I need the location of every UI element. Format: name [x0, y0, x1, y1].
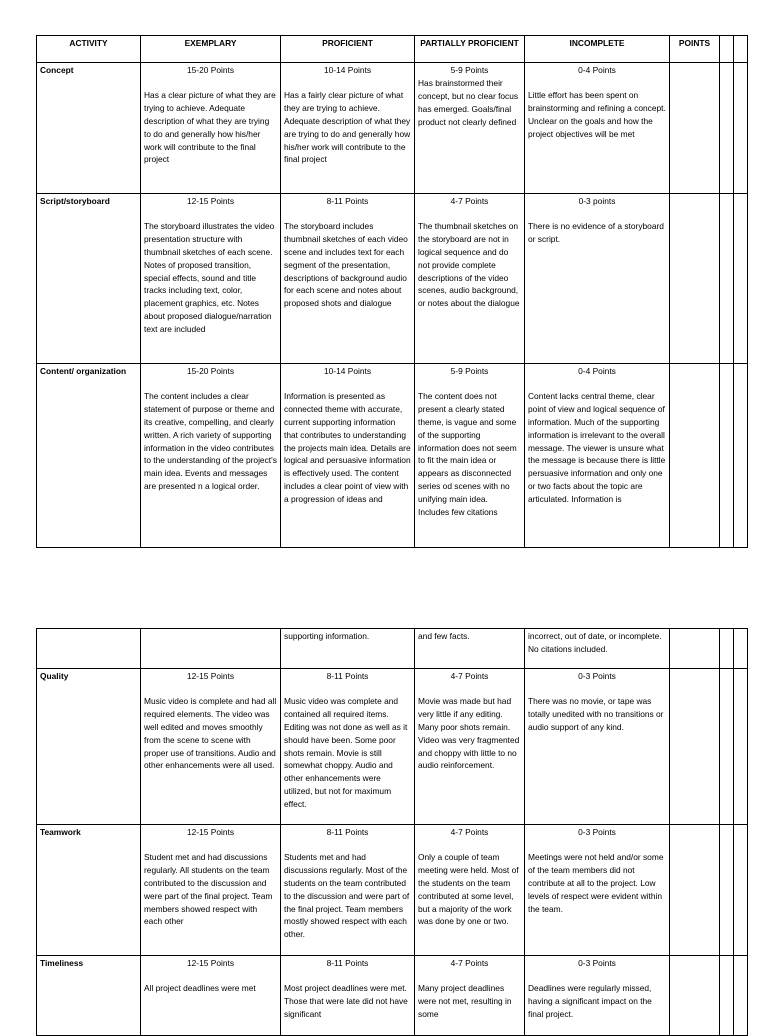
- activity-label: Concept: [37, 63, 141, 194]
- criteria-text: The thumbnail sketches on the storyboard are not in logical sequence and do not provide complete descriptions of the video scenes, audio background, or notes about the dialogue: [418, 220, 520, 309]
- points-range: 8-11 Points: [326, 196, 369, 206]
- extra-cell: [734, 364, 748, 548]
- criteria-text: The content does not present a clearly stated theme, is vague and some of the supporting information does not seem to fit the main idea or appears as disconnected series od scenes with no unifying main idea. Includes few citations: [418, 390, 517, 518]
- points-cell: [670, 669, 720, 825]
- partial-cell: [415, 629, 525, 669]
- exemplary-cell: [141, 194, 281, 364]
- incomplete-cell: [525, 669, 670, 825]
- points-cell: [670, 63, 720, 194]
- exemplary-cell: [141, 669, 281, 825]
- extra-column: [734, 36, 748, 63]
- points-range: 12-15 Points: [186, 827, 235, 837]
- points-range: 8-11 Points: [326, 827, 369, 837]
- partial-cell: [415, 364, 525, 548]
- incomplete-cell: [525, 825, 670, 956]
- header-exemplary: EXEMPLARY: [141, 36, 281, 63]
- incomplete-cell: [525, 63, 670, 194]
- extra-cell: [734, 629, 748, 669]
- extra-cell: [734, 194, 748, 364]
- header-activity: ACTIVITY: [37, 36, 141, 63]
- activity-label: Quality: [37, 669, 141, 825]
- points-range: 5-9 Points: [450, 65, 489, 75]
- criteria-text: incorrect, out of date, or incomplete. No citations included.: [528, 631, 662, 654]
- proficient-cell: [281, 364, 415, 548]
- partial-cell: [415, 63, 525, 194]
- criteria-text: Little effort has been spent on brainstorming and refining a concept. Unclear on the goals and how the project objectives will be met: [528, 89, 666, 139]
- exemplary-cell: [141, 364, 281, 548]
- activity-label: [37, 629, 141, 669]
- header-partially-proficient: PARTIALLY PROFICIENT: [415, 36, 525, 63]
- points-range: 4-7 Points: [450, 958, 489, 968]
- criteria-text: Music video was complete and contained all required items. Editing was not done as well as it should have been. Some poor shots remain. Movie is still somewhat choppy. Audio and other enhancements were utilized, but not for maximum effect.: [284, 695, 408, 810]
- partial-cell: [415, 825, 525, 956]
- table-row: [37, 364, 748, 548]
- criteria-text: Information is presented as connected theme with accurate, current supporting information that contributes to understanding the projects main idea. Details are logical and persuasive information is effectively used. The content includes a clear point of view with a progression of ideas and: [284, 390, 411, 505]
- criteria-text: Student met and had discussions regularly. All students on the team contributed to the discussion and were part of the final project. Team members showed respect with each other: [144, 851, 273, 927]
- points-cell: [670, 825, 720, 956]
- points-range: 12-15 Points: [186, 958, 235, 968]
- extra-cell: [720, 364, 734, 548]
- proficient-cell: [281, 669, 415, 825]
- table-row: [37, 194, 748, 364]
- proficient-cell: [281, 194, 415, 364]
- header-incomplete: INCOMPLETE: [525, 36, 670, 63]
- points-range: 4-7 Points: [450, 196, 489, 206]
- points-range: 4-7 Points: [450, 827, 489, 837]
- criteria-text: Content lacks central theme, clear point of view and logical sequence of information. Much of the supporting information is irrelevant to the overall message. The viewer is unsure what the message is because there is little persuasive information and only one or two facts about the topic are articulated. Information is: [528, 390, 666, 505]
- points-range: 0-4 Points: [578, 65, 616, 75]
- exemplary-cell: [141, 825, 281, 956]
- points-range: 0-3 Points: [578, 671, 616, 681]
- criteria-text: Meetings were not held and/or some of the team members did not contribute at all to the project. Low levels of respect were evident within the team.: [528, 851, 664, 914]
- incomplete-cell: [525, 194, 670, 364]
- criteria-text: supporting information.: [284, 631, 370, 641]
- incomplete-cell: [525, 364, 670, 548]
- criteria-text: All project deadlines were met: [144, 982, 256, 993]
- extra-cell: [734, 669, 748, 825]
- activity-label: Timeliness: [37, 956, 141, 1036]
- rubric-table-page-2: [36, 628, 748, 1036]
- continuation-row: [37, 629, 748, 669]
- activity-label: Content/ organization: [37, 364, 141, 548]
- points-range: 0-3 points: [578, 196, 616, 206]
- criteria-text: Music video is complete and had all required elements. The video was well edited and moves smoothly from the scene to scene with proper use of transitions. Audio and other enhancements were all used.: [144, 695, 277, 771]
- points-range: 0-3 Points: [578, 827, 616, 837]
- points-range: 0-3 Points: [578, 958, 616, 968]
- proficient-cell: [281, 629, 415, 669]
- points-range: 0-4 Points: [578, 366, 616, 376]
- points-range: 10-14 Points: [323, 366, 372, 376]
- points-range: 15-20 Points: [186, 366, 235, 376]
- points-range: 12-15 Points: [186, 671, 235, 681]
- partial-cell: [415, 669, 525, 825]
- extra-cell: [720, 669, 734, 825]
- criteria-text: There is no evidence of a storyboard or script.: [528, 220, 664, 244]
- header-points: POINTS: [670, 36, 720, 63]
- points-range: 8-11 Points: [326, 671, 369, 681]
- criteria-text: Has brainstormed their concept, but no clear focus has emerged. Goals/final product not clearly defined: [418, 77, 519, 127]
- activity-label: Script/storyboard: [37, 194, 141, 364]
- criteria-text: Most project deadlines were met. Those that were late did not have significant: [284, 982, 408, 1019]
- activity-label: Teamwork: [37, 825, 141, 956]
- table-row: [37, 825, 748, 956]
- extra-column: [720, 36, 734, 63]
- points-range: 15-20 Points: [186, 65, 235, 75]
- extra-cell: [734, 63, 748, 194]
- criteria-text: The content includes a clear statement of purpose or theme and its creative, compelling, and clearly written. A rich variety of supporting information in the video contributes to the understanding of the project's main idea. Events and messages are presented n a logical order.: [144, 390, 277, 492]
- points-range: 8-11 Points: [326, 958, 369, 968]
- header-proficient: PROFICIENT: [281, 36, 415, 63]
- proficient-cell: [281, 825, 415, 956]
- proficient-cell: [281, 63, 415, 194]
- extra-cell: [720, 194, 734, 364]
- table-row: [37, 669, 748, 825]
- incomplete-cell: [525, 629, 670, 669]
- points-cell: [670, 194, 720, 364]
- extra-cell: [720, 629, 734, 669]
- points-range: 5-9 Points: [450, 366, 489, 376]
- table-row: [37, 63, 748, 194]
- extra-cell: [720, 63, 734, 194]
- points-cell: [670, 629, 720, 669]
- points-cell: [670, 364, 720, 548]
- criteria-text: The storyboard illustrates the video presentation structure with thumbnail sketches of each scene. Notes of proposed transition, special effects, sound and title tracks including text, color, placement graphics, etc. Notes about proposed dialogue/narration text are included: [144, 220, 275, 335]
- points-range: 12-15 Points: [186, 196, 235, 206]
- exemplary-cell: [141, 629, 281, 669]
- partial-cell: [415, 194, 525, 364]
- criteria-text: Has a clear picture of what they are trying to achieve. Adequate description of what they are trying to do and generally how his/her work will contribute to the final project: [144, 89, 276, 165]
- criteria-text: Deadlines were regularly missed, having a significant impact on the final project.: [528, 982, 652, 1019]
- header-row: [37, 36, 748, 63]
- criteria-text: Only a couple of team meeting were held. Most of the students on the team contributed at some level, but a majority of the work was done by one or two.: [418, 851, 519, 927]
- rubric-table-page-1: [36, 35, 748, 548]
- extra-cell: [734, 825, 748, 956]
- points-range: 10-14 Points: [323, 65, 372, 75]
- criteria-text: and few facts.: [418, 631, 470, 641]
- criteria-text: Movie was made but had very little if any editing. Many poor shots remain. Video was very fragmented and choppy with little to no audio reinforcement.: [418, 695, 520, 771]
- criteria-text: The storyboard includes thumbnail sketches of each video scene and includes text for each segment of the presentation, descriptions of background audio for each scene and notes about proposed shots and dialogue: [284, 220, 408, 309]
- points-range: 4-7 Points: [450, 671, 489, 681]
- extra-cell: [720, 825, 734, 956]
- criteria-text: Students met and had discussions regularly. Most of the students on the team contributed to the discussion and were part of the final project. Team members mostly showed respect with each other.: [284, 851, 410, 940]
- criteria-text: There was no movie, or tape was totally unedited with no transitions or audio support of any kind.: [528, 695, 664, 732]
- criteria-text: Many project deadlines were not met, resulting in some: [418, 982, 512, 1019]
- exemplary-cell: [141, 63, 281, 194]
- criteria-text: Has a fairly clear picture of what they are trying to achieve. Adequate description of what they are trying to do and generally how his/her work will contribute to the final project: [284, 89, 411, 165]
